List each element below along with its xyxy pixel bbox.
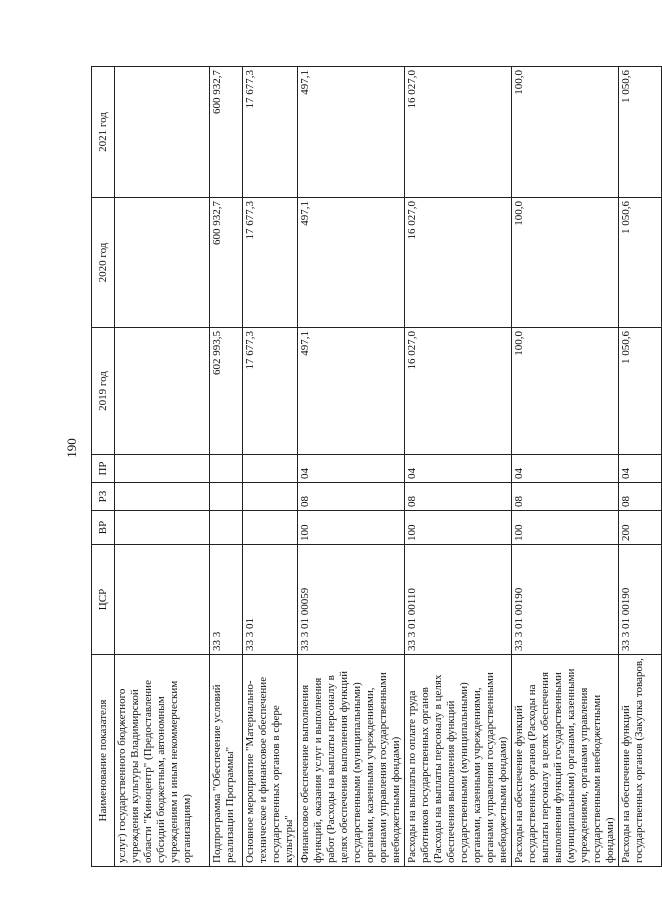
table-row [298,67,405,867]
cell-pr [210,455,243,483]
cell-2020: 600 932,7 [210,198,243,328]
cell-2019: 497,1 [298,328,405,455]
cell-2021: 17 677,3 [243,67,298,198]
cell-csr [115,545,210,655]
cell-2021: 100,0 [512,67,619,198]
cell-2020: 1 050,6 [619,198,662,328]
cell-csr: 33 3 01 00110 [405,545,512,655]
cell-2019: 17 677,3 [243,328,298,455]
cell-rz: 08 [512,483,619,511]
cell-pr: 04 [619,455,662,483]
header-csr: ЦСР [92,545,115,655]
table-row [115,67,210,867]
cell-2021 [115,67,210,198]
header-name: Наименование показателя [92,655,115,867]
cell-2021: 600 932,7 [210,67,243,198]
cell-2019: 602 993,5 [210,328,243,455]
cell-2021: 16 027,0 [405,67,512,198]
cell-pr: 04 [512,455,619,483]
cell-2019: 16 027,0 [405,328,512,455]
header-2020: 2020 год [92,198,115,328]
header-pr: ПР [92,455,115,483]
cell-csr: 33 3 01 [243,545,298,655]
table-row [243,67,298,867]
cell-rz: 08 [405,483,512,511]
table-row [619,67,662,867]
cell-2019 [115,328,210,455]
cell-2020: 100,0 [512,198,619,328]
cell-rz [115,483,210,511]
cell-rz: 08 [298,483,405,511]
header-vr: ВР [92,511,115,545]
cell-vr: 100 [298,511,405,545]
rotated-page [91,67,645,867]
cell-csr: 33 3 01 00059 [298,545,405,655]
cell-name: услуг) государственного бюджетного учреждения культуры Владимирской области "Киноцентр" (Предоставление субсидий бюджетным, автономным учреждениям и иным некоммерческим организациям) [115,655,210,867]
cell-pr [115,455,210,483]
header-2019: 2019 год [92,328,115,455]
cell-2020: 497,1 [298,198,405,328]
table-header-row [92,67,115,867]
cell-rz [210,483,243,511]
cell-rz: 08 [619,483,662,511]
cell-name: Основное мероприятие "Материально-техническое и финансовое обеспечение государственных органов в сфере культуры" [243,655,298,867]
table-row [405,67,512,867]
cell-2021: 497,1 [298,67,405,198]
cell-pr: 04 [405,455,512,483]
cell-vr [210,511,243,545]
cell-2021: 1 050,6 [619,67,662,198]
cell-vr: 200 [619,511,662,545]
cell-csr: 33 3 01 00190 [512,545,619,655]
cell-name: Подпрограмма "Обеспечение условий реализации Программы" [210,655,243,867]
cell-vr [243,511,298,545]
page-number: 190 [64,438,79,458]
budget-table-container [91,67,645,867]
header-2021: 2021 год [92,67,115,198]
cell-csr: 33 3 [210,545,243,655]
cell-2020: 17 677,3 [243,198,298,328]
cell-csr: 33 3 01 00190 [619,545,662,655]
cell-pr: 04 [298,455,405,483]
cell-name: Расходы на обеспечение функций государственных органов (Закупка товаров, [619,655,662,867]
cell-pr [243,455,298,483]
cell-vr [115,511,210,545]
cell-name: Финансовое обеспечение выполнения функций, оказания услуг и выполнения работ (Расходы на выплаты персоналу в целях обеспечения выполнения функций государственными (муниципальными) органами, казенными учреждениями, органами управления государственными внебюджетными фондами) [298,655,405,867]
cell-2020: 16 027,0 [405,198,512,328]
cell-name: Расходы на обеспечение функций государственных органов (Расходы на выплаты персоналу в целях обеспечения выполнения функций государственными (муниципальными) органами, казенными учреждениями, органами управления государственными внебюджетными фондами) [512,655,619,867]
cell-rz [243,483,298,511]
cell-vr: 100 [405,511,512,545]
cell-name: Расходы на выплаты по оплате труда работников государственных органов (Расходы на выплаты персоналу в целях обеспечения выполнения функций государственными (муниципальными) органами, казенными учреждениями, органами управления государственными внебюджетными фондами) [405,655,512,867]
cell-2019: 1 050,6 [619,328,662,455]
header-rz: РЗ [92,483,115,511]
cell-2020 [115,198,210,328]
table-row [512,67,619,867]
table-row [210,67,243,867]
cell-vr: 100 [512,511,619,545]
budget-table [91,66,662,867]
cell-2019: 100,0 [512,328,619,455]
